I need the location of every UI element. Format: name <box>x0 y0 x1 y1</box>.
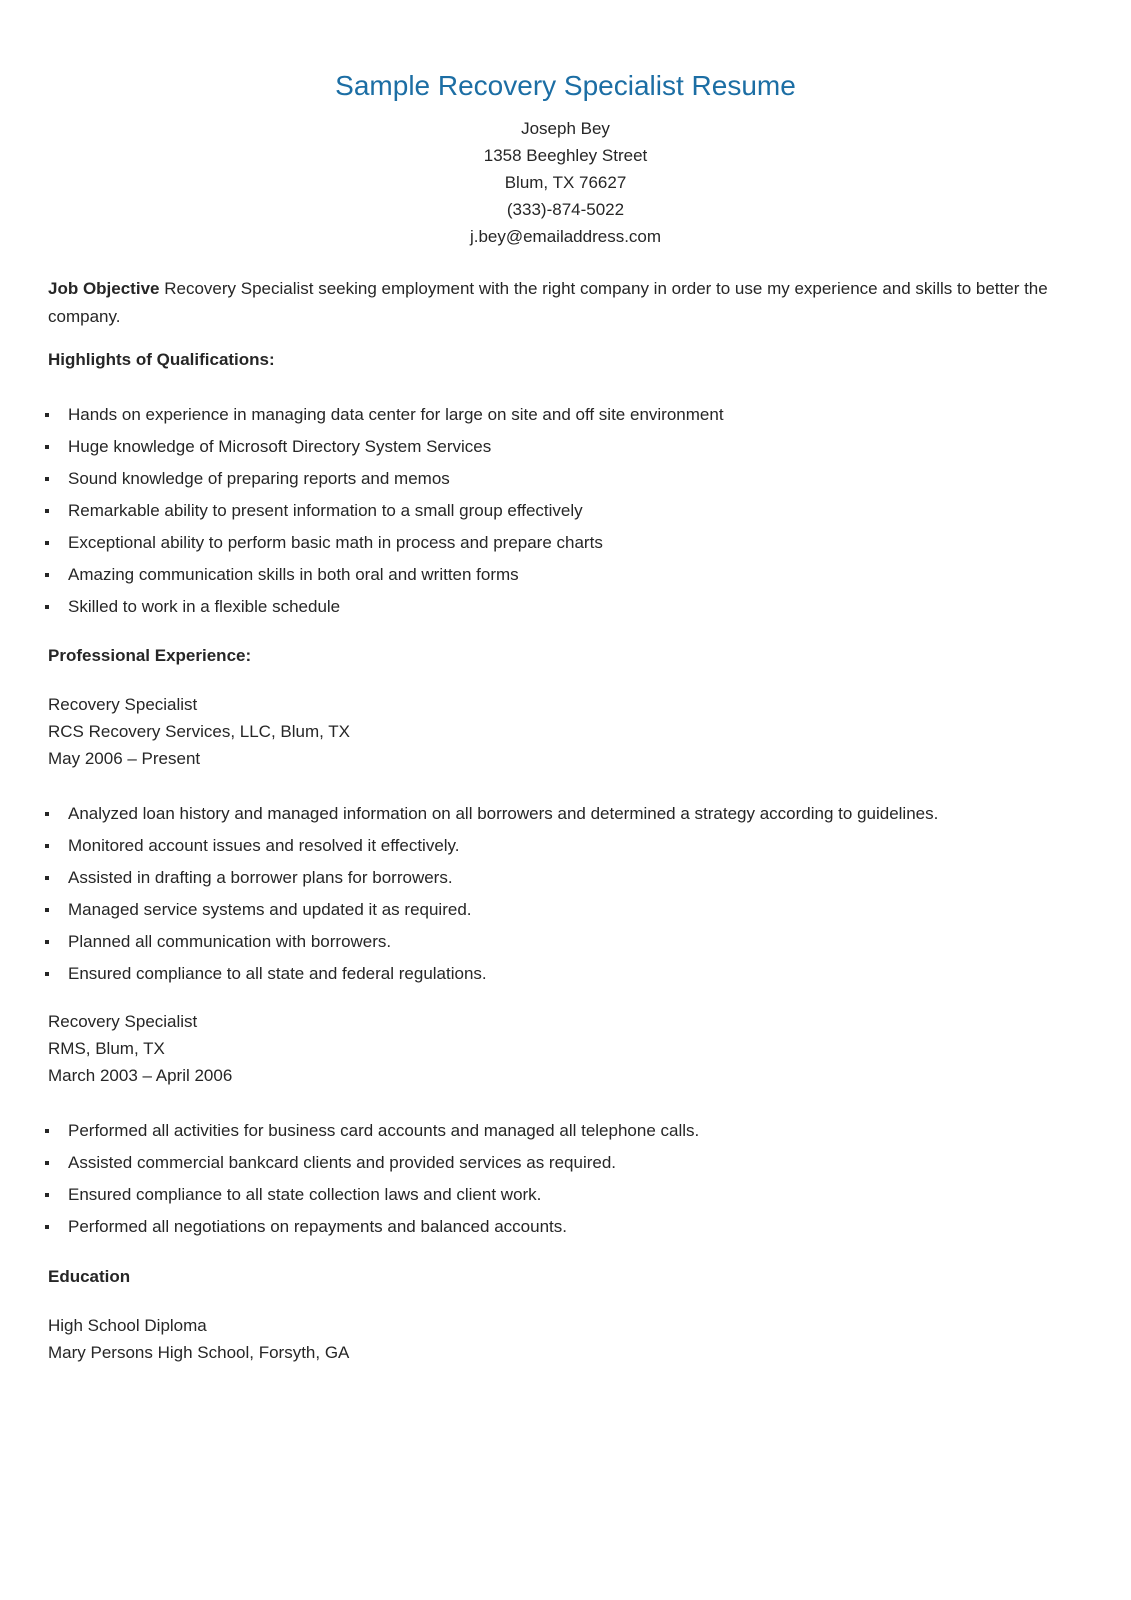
job-duties-list-1 <box>0 802 938 994</box>
bullet-icon <box>45 541 49 545</box>
list-item: Ensured compliance to all state and federal regulations. <box>0 962 938 994</box>
experience-heading: Professional Experience: <box>48 646 252 665</box>
contact-name: Joseph Bey <box>521 119 610 138</box>
bullet-icon <box>45 1129 49 1133</box>
list-item: Assisted in drafting a borrower plans for borrowers. <box>0 866 938 898</box>
bullet-icon <box>45 573 49 577</box>
list-item: Hands on experience in managing data center for large on site and off site environment <box>0 403 724 435</box>
list-item: Amazing communication skills in both oral and written forms <box>0 563 724 595</box>
job-header-2 <box>48 1008 232 1089</box>
contact-phone: (333)-874-5022 <box>506 200 625 219</box>
job-duties-list-2 <box>0 1119 699 1247</box>
list-item: Analyzed loan history and managed information on all borrowers and determined a strategy according to guidelines. <box>0 802 938 834</box>
list-item: Remarkable ability to present information to a small group effectively <box>0 499 724 531</box>
bullet-icon <box>45 972 49 976</box>
job-header-1 <box>48 691 350 772</box>
highlights-list <box>0 403 724 627</box>
education-degree: High School Diploma <box>48 1316 207 1335</box>
list-item: Planned all communication with borrowers. <box>0 930 938 962</box>
contact-email: j.bey@emailaddress.com <box>469 227 662 246</box>
job-company: RMS, Blum, TX <box>48 1039 165 1058</box>
bullet-icon <box>45 1225 49 1229</box>
highlights-heading: Highlights of Qualifications: <box>48 350 275 369</box>
bullet-icon <box>45 908 49 912</box>
job-title: Recovery Specialist <box>48 695 198 714</box>
contact-street: 1358 Beeghley Street <box>483 146 648 165</box>
bullet-icon <box>45 509 49 513</box>
list-item: Performed all activities for business card accounts and managed all telephone calls. <box>0 1119 699 1151</box>
list-item: Assisted commercial bankcard clients and provided services as required. <box>0 1151 699 1183</box>
bullet-icon <box>45 812 49 816</box>
education-heading: Education <box>48 1267 131 1286</box>
bullet-icon <box>45 1193 49 1197</box>
bullet-icon <box>45 413 49 417</box>
education-block <box>48 1312 349 1366</box>
contact-city: Blum, TX 76627 <box>504 173 627 192</box>
job-objective-label: Job Objective <box>48 279 160 298</box>
bullet-icon <box>45 445 49 449</box>
list-item: Skilled to work in a flexible schedule <box>0 595 724 627</box>
job-dates: May 2006 – Present <box>48 749 201 768</box>
bullet-icon <box>45 477 49 481</box>
bullet-icon <box>45 940 49 944</box>
list-item: Monitored account issues and resolved it effectively. <box>0 834 938 866</box>
list-item: Managed service systems and updated it as required. <box>0 898 938 930</box>
job-title: Recovery Specialist <box>48 1012 198 1031</box>
list-item: Sound knowledge of preparing reports and memos <box>0 467 724 499</box>
bullet-icon <box>45 876 49 880</box>
job-dates: March 2003 – April 2006 <box>48 1066 233 1085</box>
job-objective-text: Recovery Specialist seeking employment with the right company in order to use my experience and skills to better the company. <box>48 279 1048 326</box>
education-school: Mary Persons High School, Forsyth, GA <box>48 1343 350 1362</box>
job-objective <box>48 275 1088 331</box>
bullet-icon <box>45 844 49 848</box>
list-item: Performed all negotiations on repayments and balanced accounts. <box>0 1215 699 1247</box>
job-company: RCS Recovery Services, LLC, Blum, TX <box>48 722 350 741</box>
list-item: Exceptional ability to perform basic math in process and prepare charts <box>0 531 724 563</box>
page-title: Sample Recovery Specialist Resume <box>335 70 796 101</box>
list-item: Ensured compliance to all state collection laws and client work. <box>0 1183 699 1215</box>
contact-block <box>0 115 1131 250</box>
bullet-icon <box>45 1161 49 1165</box>
list-item: Huge knowledge of Microsoft Directory System Services <box>0 435 724 467</box>
bullet-icon <box>45 605 49 609</box>
